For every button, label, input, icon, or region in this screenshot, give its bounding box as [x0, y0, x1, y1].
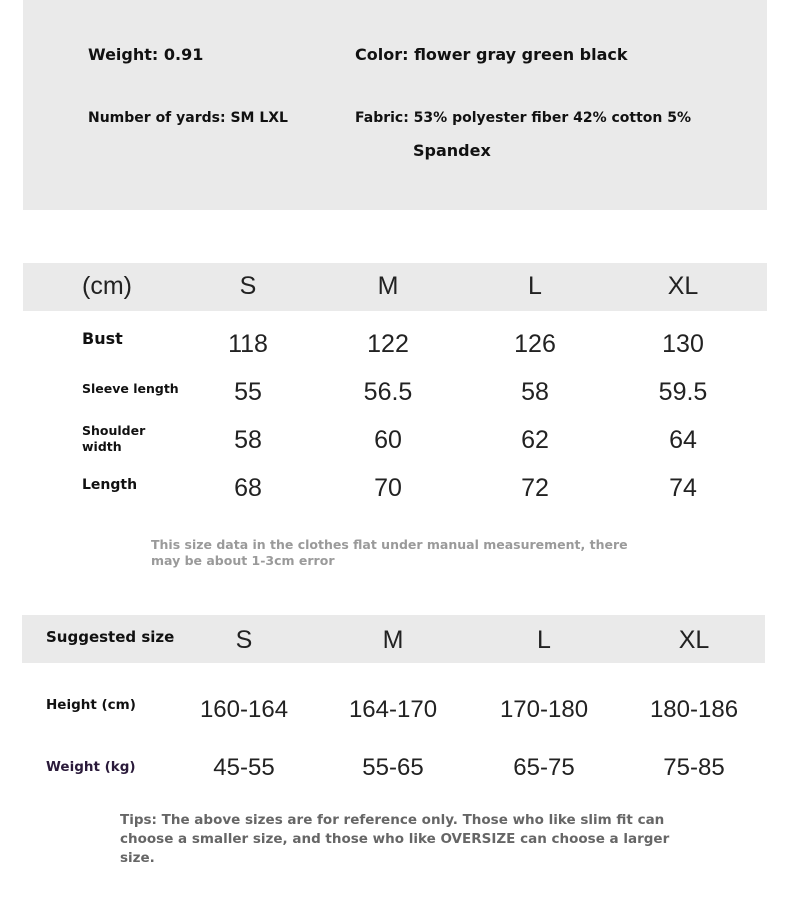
- shoulder-label-line2: width: [82, 439, 122, 454]
- bust-s: 118: [228, 330, 268, 358]
- weight-m: 55-65: [362, 754, 424, 781]
- row-label-weight: Weight (kg): [46, 759, 136, 775]
- shoulder-xl: 64: [669, 426, 697, 454]
- height-m: 164-170: [348, 696, 438, 723]
- shoulder-m: 60: [374, 426, 402, 454]
- suggest-size-m: M: [382, 626, 404, 654]
- size-header-m: M: [377, 272, 399, 300]
- fabric-info-line1: Fabric: 53% polyester fiber 42% cotton 5%: [355, 110, 692, 126]
- bust-l: 126: [514, 330, 556, 358]
- bust-xl: 130: [662, 330, 704, 358]
- shoulder-l: 62: [521, 426, 549, 454]
- length-s: 68: [234, 474, 262, 502]
- length-m: 70: [374, 474, 402, 502]
- row-label-sleeve-length: Sleeve length: [82, 381, 179, 396]
- suggest-size-s: S: [235, 626, 253, 654]
- size-header-s: S: [239, 272, 257, 300]
- weight-l: 65-75: [513, 754, 575, 781]
- suggest-size-xl: XL: [678, 626, 710, 654]
- size-header-xl: XL: [667, 272, 699, 300]
- yards-info: Number of yards: SM LXL: [88, 110, 288, 126]
- row-label-bust: Bust: [82, 329, 123, 348]
- color-info: Color: flower gray green black: [355, 45, 628, 64]
- bust-m: 122: [367, 330, 409, 358]
- suggest-size-l: L: [537, 626, 551, 654]
- row-label-shoulder-width: [82, 423, 145, 455]
- height-l: 170-180: [499, 696, 589, 723]
- fabric-info-line2: Spandex: [413, 141, 491, 160]
- sleeve-xl: 59.5: [658, 378, 708, 406]
- height-xl: 180-186: [649, 696, 739, 723]
- row-label-height: Height (cm): [46, 697, 136, 713]
- unit-label: (cm): [82, 272, 132, 300]
- tips-text: Tips: The above sizes are for reference only. Those who like slim fit can choose a smaller size, and those who like OVERSIZE can choose a larger size.: [120, 812, 670, 866]
- shoulder-s: 58: [234, 426, 262, 454]
- size-header-l: L: [528, 272, 542, 300]
- shoulder-label-line1: Shoulder: [82, 423, 146, 438]
- sleeve-s: 55: [234, 378, 262, 406]
- sleeve-l: 58: [521, 378, 549, 406]
- row-label-length: Length: [82, 477, 138, 493]
- length-l: 72: [521, 474, 549, 502]
- product-info-panel: [23, 0, 767, 210]
- weight-xl: 75-85: [663, 754, 725, 781]
- length-xl: 74: [669, 474, 697, 502]
- height-s: 160-164: [199, 696, 289, 723]
- sleeve-m: 56.5: [363, 378, 413, 406]
- measurement-note: This size data in the clothes flat under manual measurement, there may be about 1-3cm error: [151, 537, 628, 568]
- weight-info: Weight: 0.91: [88, 45, 204, 64]
- weight-s: 45-55: [213, 754, 275, 781]
- suggested-size-title: Suggested size: [46, 628, 175, 646]
